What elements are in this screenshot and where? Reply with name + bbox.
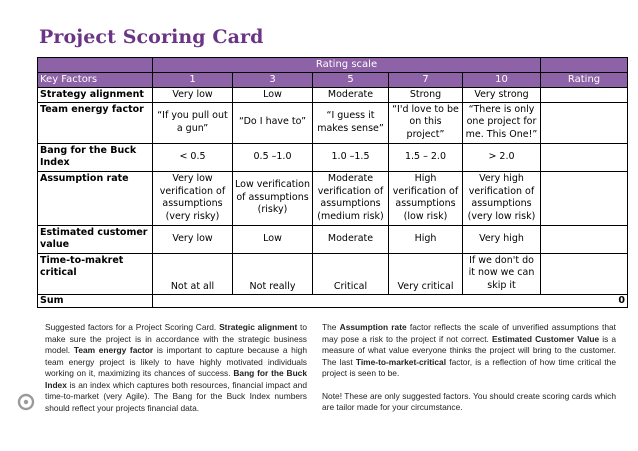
header-blank-cell [38, 58, 153, 73]
scale-cell: Very high verification of assumptions (very low risk) [463, 171, 541, 225]
note-text: Suggested factors for a Project Scoring Card. [45, 322, 220, 332]
circle-logo-icon [17, 393, 35, 411]
scale-cell: “Do I have to” [233, 102, 313, 143]
bold-term: Estimated Customer Value [491, 333, 600, 344]
scale-cell: High verification of assumptions (low risk) [389, 171, 463, 225]
scale-cell: > 2.0 [463, 143, 541, 171]
scale-cell: Low [233, 225, 313, 253]
table-row [38, 102, 628, 143]
scale-cell: 1.5 – 2.0 [389, 143, 463, 171]
scale-cell: If we don't do it now we can skip it [463, 253, 541, 294]
scale-cell: 1.0 –1.5 [313, 143, 389, 171]
scale-cell: Moderate verification of assumptions (medium risk) [313, 171, 389, 225]
scale-cell: Strong [389, 88, 463, 103]
rating-cell[interactable] [541, 171, 628, 225]
scale-cell: “I'd love to be on this project” [389, 102, 463, 143]
notes-right-paragraph [322, 322, 616, 380]
note-text: to make sure the project is in accordance with the strategic business model. [45, 322, 308, 355]
scale-header: 10 [463, 73, 541, 88]
scale-cell: < 0.5 [153, 143, 233, 171]
scale-cell: Low [233, 88, 313, 103]
scale-cell: Very low [153, 88, 233, 103]
rating-header: Rating [541, 73, 628, 88]
notes-left [45, 322, 307, 425]
rating-cell[interactable] [541, 253, 628, 294]
factor-label: Estimated customer value [38, 225, 153, 253]
note-text: factor, is a reflection of how time critical the project is seen to be. [322, 356, 616, 378]
note-text: factor reflects the scale of unverified assumptions that may pose a risk to the project if not correct. [322, 322, 616, 344]
note-text: is important to capture because a high team energy project is likely to have highly motivated individuals working on it, maximizing its chances of success. [45, 345, 307, 378]
bold-term: Team energy factor [73, 345, 154, 355]
table-row [38, 171, 628, 225]
key-factors-header: Key Factors [38, 73, 153, 88]
factor-label: Strategy alignment [38, 88, 153, 103]
bold-term: Assumption rate [339, 322, 407, 332]
rating-scale-row [38, 58, 628, 73]
scale-cell: Very low verification of assumptions (very risky) [153, 171, 233, 225]
factor-label: Bang for the Buck Index [38, 143, 153, 171]
scale-header: 5 [313, 73, 389, 88]
scale-cell: Very critical [389, 253, 463, 294]
scale-header: 7 [389, 73, 463, 88]
scale-cell: Moderate [313, 88, 389, 103]
scale-cell: Not really [233, 253, 313, 294]
rating-cell[interactable] [541, 143, 628, 171]
note-text: is a measure of what value everyone thinks the project will bring to the customer. The last [322, 333, 616, 367]
bold-term: Time-to-market-critical [355, 356, 447, 367]
scale-cell: Very high [463, 225, 541, 253]
scoring-table [37, 57, 628, 308]
notes-right [322, 322, 616, 425]
scale-cell: Moderate [313, 225, 389, 253]
notes-left-paragraph [45, 322, 307, 414]
rating-cell[interactable] [541, 88, 628, 103]
rating-cell[interactable] [541, 102, 628, 143]
scale-cell: High [389, 225, 463, 253]
note-text: is an index which captures both resources, financial impact and time-to-market (very Agile). The Bang for the Buck Index numbers should reflect your projects financial data. [45, 379, 307, 413]
scale-cell: Very low [153, 225, 233, 253]
factor-label: Time-to-makret critical [38, 253, 153, 294]
note-text: The [322, 322, 340, 332]
table-row [38, 225, 628, 253]
sum-row [38, 294, 628, 308]
table-row [38, 253, 628, 294]
table-row [38, 88, 628, 103]
sum-value: 0 [153, 294, 628, 308]
scale-cell: “There is only one project for me. This One!” [463, 102, 541, 143]
scale-cell: 0.5 –1.0 [233, 143, 313, 171]
notes-right-note [322, 391, 616, 414]
scale-cell: “If you pull out a gun” [153, 102, 233, 143]
bold-term: Bang for the Buck Index [45, 368, 307, 390]
note-text: Note! These are only suggested factors. You should create scoring cards which are tailor made for your circumstance. [322, 390, 616, 412]
page-title: Project Scoring Card [39, 26, 264, 48]
table-row [38, 143, 628, 171]
scale-cell: Critical [313, 253, 389, 294]
scale-cell: Very strong [463, 88, 541, 103]
scale-header: 3 [233, 73, 313, 88]
scale-cell: Low verification of assumptions (risky) [233, 171, 313, 225]
factor-label: Team energy factor [38, 102, 153, 143]
header-blank-cell [541, 58, 628, 73]
scale-cell: “I guess it makes sense” [313, 102, 389, 143]
bold-term: Strategic alignment [219, 322, 298, 332]
rating-cell[interactable] [541, 225, 628, 253]
sum-label: Sum [38, 294, 153, 308]
rating-scale-header: Rating scale [153, 58, 541, 73]
scale-header: 1 [153, 73, 233, 88]
scale-cell: Not at all [153, 253, 233, 294]
key-factors-header-row [38, 73, 628, 88]
factor-label: Assumption rate [38, 171, 153, 225]
